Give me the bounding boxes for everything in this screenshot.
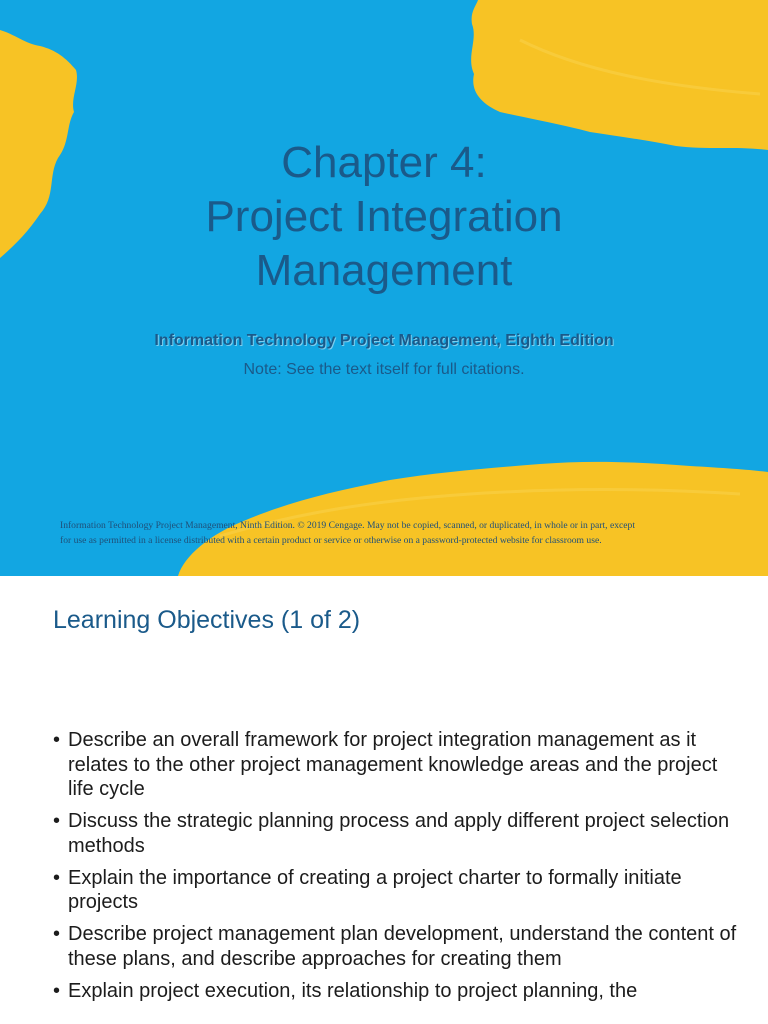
bullet-dot: • bbox=[53, 866, 61, 889]
objectives-list bbox=[53, 728, 743, 1011]
objectives-slide bbox=[0, 576, 768, 1024]
objectives-heading: Learning Objectives (1 of 2) bbox=[53, 606, 361, 634]
bullet-dot: • bbox=[53, 923, 61, 945]
objective-item bbox=[53, 866, 743, 915]
copyright-line-1: Information Technology Project Management, Ninth Edition. © 2019 Cengage. May not be copied, scanned, or duplicated, in whole or in part, except bbox=[60, 520, 635, 531]
title-line-2: Project Integration bbox=[205, 192, 563, 241]
copyright-notice bbox=[60, 518, 720, 548]
objective-item bbox=[53, 809, 743, 858]
objective-text: Describe project management plan development, understand the content of these plans, and describe approaches for creating them bbox=[68, 923, 737, 970]
objective-item bbox=[53, 979, 743, 1004]
bullet-dot: • bbox=[53, 729, 61, 751]
bullet-dot: • bbox=[53, 979, 61, 1002]
slide-title bbox=[0, 136, 768, 298]
bullet-dot: • bbox=[53, 810, 61, 832]
title-line-1: Chapter 4: bbox=[281, 138, 487, 187]
objective-text: Discuss the strategic planning process and apply different project selection methods bbox=[68, 810, 730, 857]
title-line-3: Management bbox=[255, 246, 513, 295]
objective-text: Describe an overall framework for project integration management as it relates to the other project management knowledge areas and the project life cycle bbox=[68, 729, 718, 800]
objective-item bbox=[53, 922, 743, 971]
objective-text: Explain project execution, its relationship to project planning, the bbox=[68, 979, 638, 1002]
objective-text: Explain the importance of creating a project charter to formally initiate projects bbox=[68, 866, 682, 913]
copyright-line-2: for use as permitted in a license distributed with a certain product or service or otherwise on a password-protected website for classroom use. bbox=[60, 535, 602, 546]
objective-item bbox=[53, 728, 743, 802]
book-subtitle: Information Technology Project Management, Eighth Edition bbox=[154, 332, 614, 349]
citation-note: Note: See the text itself for full citations. bbox=[243, 361, 525, 378]
